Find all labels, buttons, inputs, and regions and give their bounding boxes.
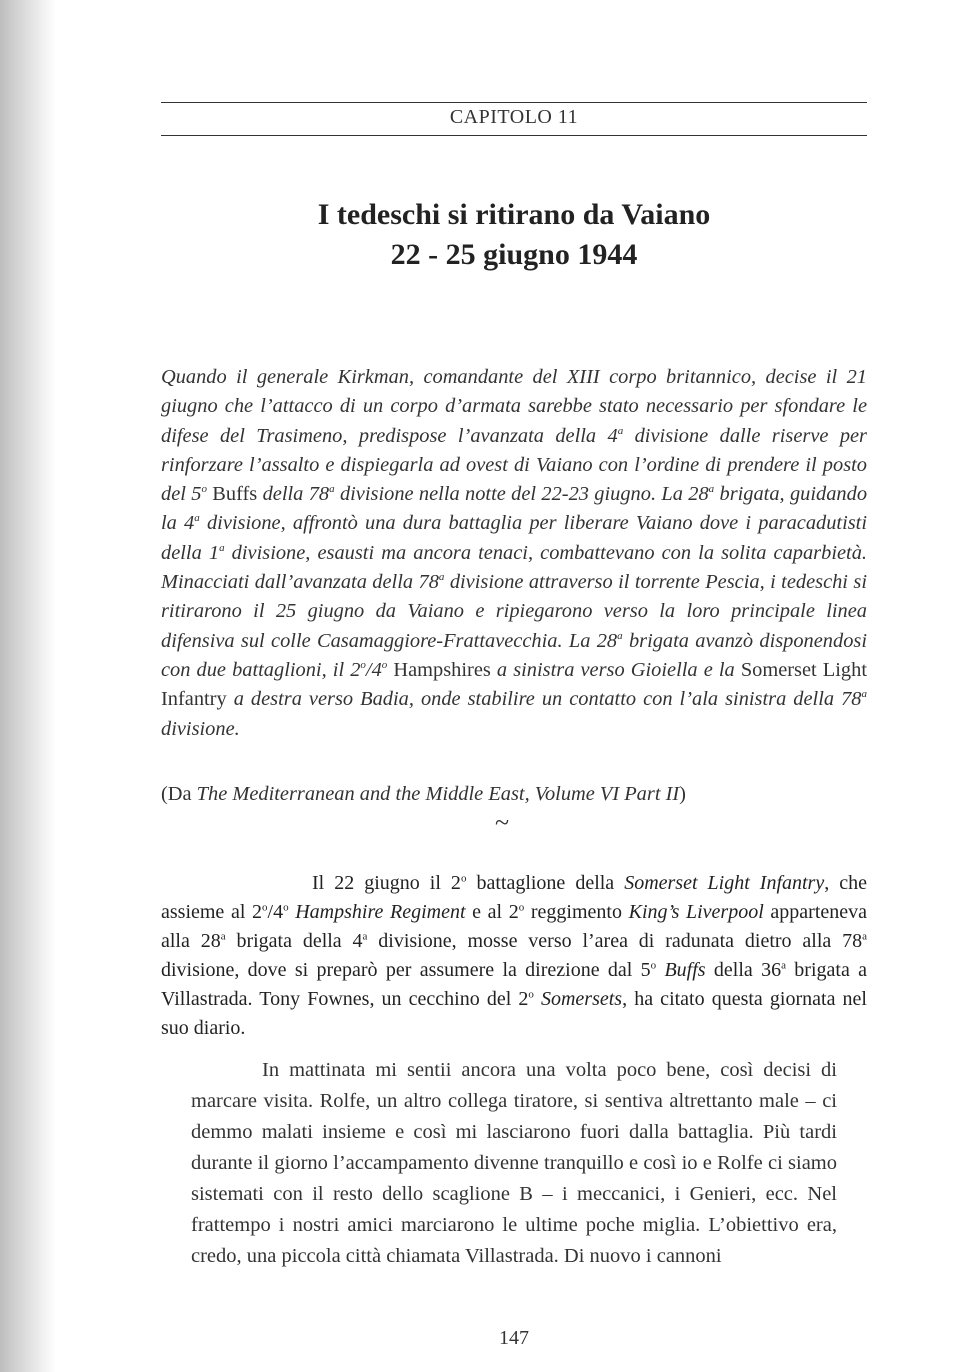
quote-text: a destra verso Badia, onde stabilire un contatto con l’ala sinistra della 78 bbox=[226, 688, 862, 711]
body-paragraph bbox=[161, 869, 867, 1043]
quote-text-roman: Buffs bbox=[206, 483, 258, 506]
body-text: e al 2 bbox=[465, 901, 519, 923]
body-sup: a bbox=[220, 930, 226, 943]
body-italic: Somersets bbox=[540, 988, 623, 1010]
body-sup: o bbox=[518, 901, 525, 914]
quote-text: brigata avanzò disponendosi con due battaglioni, il 2 bbox=[161, 629, 867, 681]
body-text: divisione, mosse verso l’area di radunata dietro alla 78 bbox=[367, 930, 863, 952]
header-rule-bottom bbox=[161, 135, 867, 136]
source-open: (Da bbox=[161, 783, 197, 805]
body-sup: a bbox=[362, 930, 368, 943]
quote-text: divisione nella notte del 22-23 giugno. La 28 bbox=[334, 483, 709, 506]
source-title: The Mediterranean and the Middle East, Volume VI Part II bbox=[196, 783, 680, 805]
body-italic: Buffs bbox=[664, 959, 706, 981]
quote-text: divisione, esausti ma ancora tenaci, combattevano con la solita caparbietà. Minacciati dall’avanzata della 78 bbox=[161, 541, 867, 594]
body-text: reggimento bbox=[524, 901, 629, 923]
quote-text-roman: Somerset Light Infantry bbox=[161, 658, 867, 711]
chapter-title bbox=[161, 195, 867, 275]
body-text bbox=[534, 988, 541, 1010]
quote-sup: a bbox=[617, 629, 623, 642]
body-text: Il 22 giugno il 2 bbox=[312, 872, 461, 894]
quote-sup: a bbox=[708, 483, 715, 496]
quote-text: divisione attraverso il torrente Pescia, i tedeschi si ritirarono il 25 giugno da Vaiano e ripiegarono verso la loro principale linea difensiva sul colle Casamaggiore-Frattavecchia. La 28 bbox=[161, 571, 867, 652]
source-close: ) bbox=[679, 783, 686, 805]
body-text: , ha citato questa giornata nel suo diario. bbox=[161, 988, 867, 1039]
quote-sup: a bbox=[861, 688, 867, 701]
body-sup: o bbox=[283, 901, 289, 914]
body-italic: Hampshire Regiment bbox=[295, 901, 466, 923]
quote-text: divisione. bbox=[161, 717, 240, 740]
chapter-heading: CAPITOLO 11 bbox=[449, 106, 579, 128]
quote-sup: a bbox=[617, 424, 624, 437]
quote-text: brigata, guidando la 4 bbox=[161, 483, 868, 535]
body-text: , che assieme al 2 bbox=[161, 872, 867, 923]
quote-text: /4 bbox=[365, 658, 382, 681]
quote-text-roman: Hampshires bbox=[387, 658, 491, 681]
quote-sup: o bbox=[201, 483, 207, 496]
body-sup: a bbox=[862, 930, 867, 943]
header-rule-top bbox=[161, 102, 867, 103]
body-sup: o bbox=[460, 872, 467, 885]
quote-sup: a bbox=[219, 541, 225, 554]
quote-sup: o bbox=[360, 659, 366, 672]
body-sup: a bbox=[781, 959, 786, 972]
body-sup: o bbox=[650, 959, 657, 972]
scan-gutter-shadow bbox=[0, 0, 56, 1372]
body-text: brigata della 4 bbox=[225, 930, 363, 952]
body-sup: o bbox=[262, 901, 268, 914]
quote-text: della 78 bbox=[257, 483, 330, 506]
body-text: divisione, dove si preparò per assumere la direzione dal 5 bbox=[161, 959, 651, 981]
body-text: battaglione della bbox=[466, 872, 625, 894]
diary-excerpt: In mattinata mi sentii ancora una volta poco bene, così decisi di marcare visita. Rolfe, un altro collega tiratore, si sentiva altrettanto male – ci demmo malati insieme e così mi lasciarono fuori dalla battaglia. Più tardi durante il giorno l’accampamento divenne tranquillo e così io e Rolfe ci siamo sistemati con il resto dello scaglione B – i meccanici, i Genieri, ecc. Nel frattempo i nostri amici marciarono le ultime poche miglia. L’obiettivo era, credo, una piccola città chiamata Villastrada. Di nuovo i cannoni bbox=[191, 1059, 837, 1267]
body-text: della 36 bbox=[705, 959, 782, 981]
chapter-title-line-1: I tedeschi si ritirano da Vaiano bbox=[317, 198, 711, 231]
quote-text: a sinistra verso Gioiella e la bbox=[490, 658, 735, 681]
epigraph-quote bbox=[161, 363, 867, 744]
quote-sup: a bbox=[194, 512, 200, 525]
quote-sup: a bbox=[438, 571, 445, 584]
body-sup: o bbox=[528, 988, 534, 1001]
body-text: apparteneva alla 28 bbox=[161, 901, 868, 952]
quote-source bbox=[161, 780, 867, 809]
body-text: brigata a Villastrada. Tony Fownes, un cecchino del 2 bbox=[161, 959, 868, 1010]
body-italic: King’s Liverpool bbox=[628, 901, 764, 923]
section-separator: ~ bbox=[495, 808, 510, 837]
quote-text: divisione dalle riserve per rinforzare l’assalto e dispiegarla ad ovest di Vaiano con l’ordine di prendere il posto del 5 bbox=[161, 424, 867, 506]
chapter-title-line-2: 22 - 25 giugno 1944 bbox=[390, 238, 638, 271]
body-italic: Somerset Light Infantry bbox=[624, 872, 825, 894]
quote-text: divisione, affrontò una dura battaglia per liberare Vaiano dove i paracadutisti della 1 bbox=[161, 512, 868, 564]
body-text: /4 bbox=[267, 901, 284, 923]
quote-text: Quando il generale Kirkman, comandante del XIII corpo britannico, decise il 21 giugno che l’attacco di un corpo d’armata sarebbe stato necessario per sfondare le difese del Trasimeno, predispose l’avanzata della 4 bbox=[161, 366, 867, 447]
page-number: 147 bbox=[499, 1327, 529, 1349]
quote-sup: a bbox=[329, 483, 335, 496]
quote-sup: o bbox=[381, 659, 388, 672]
